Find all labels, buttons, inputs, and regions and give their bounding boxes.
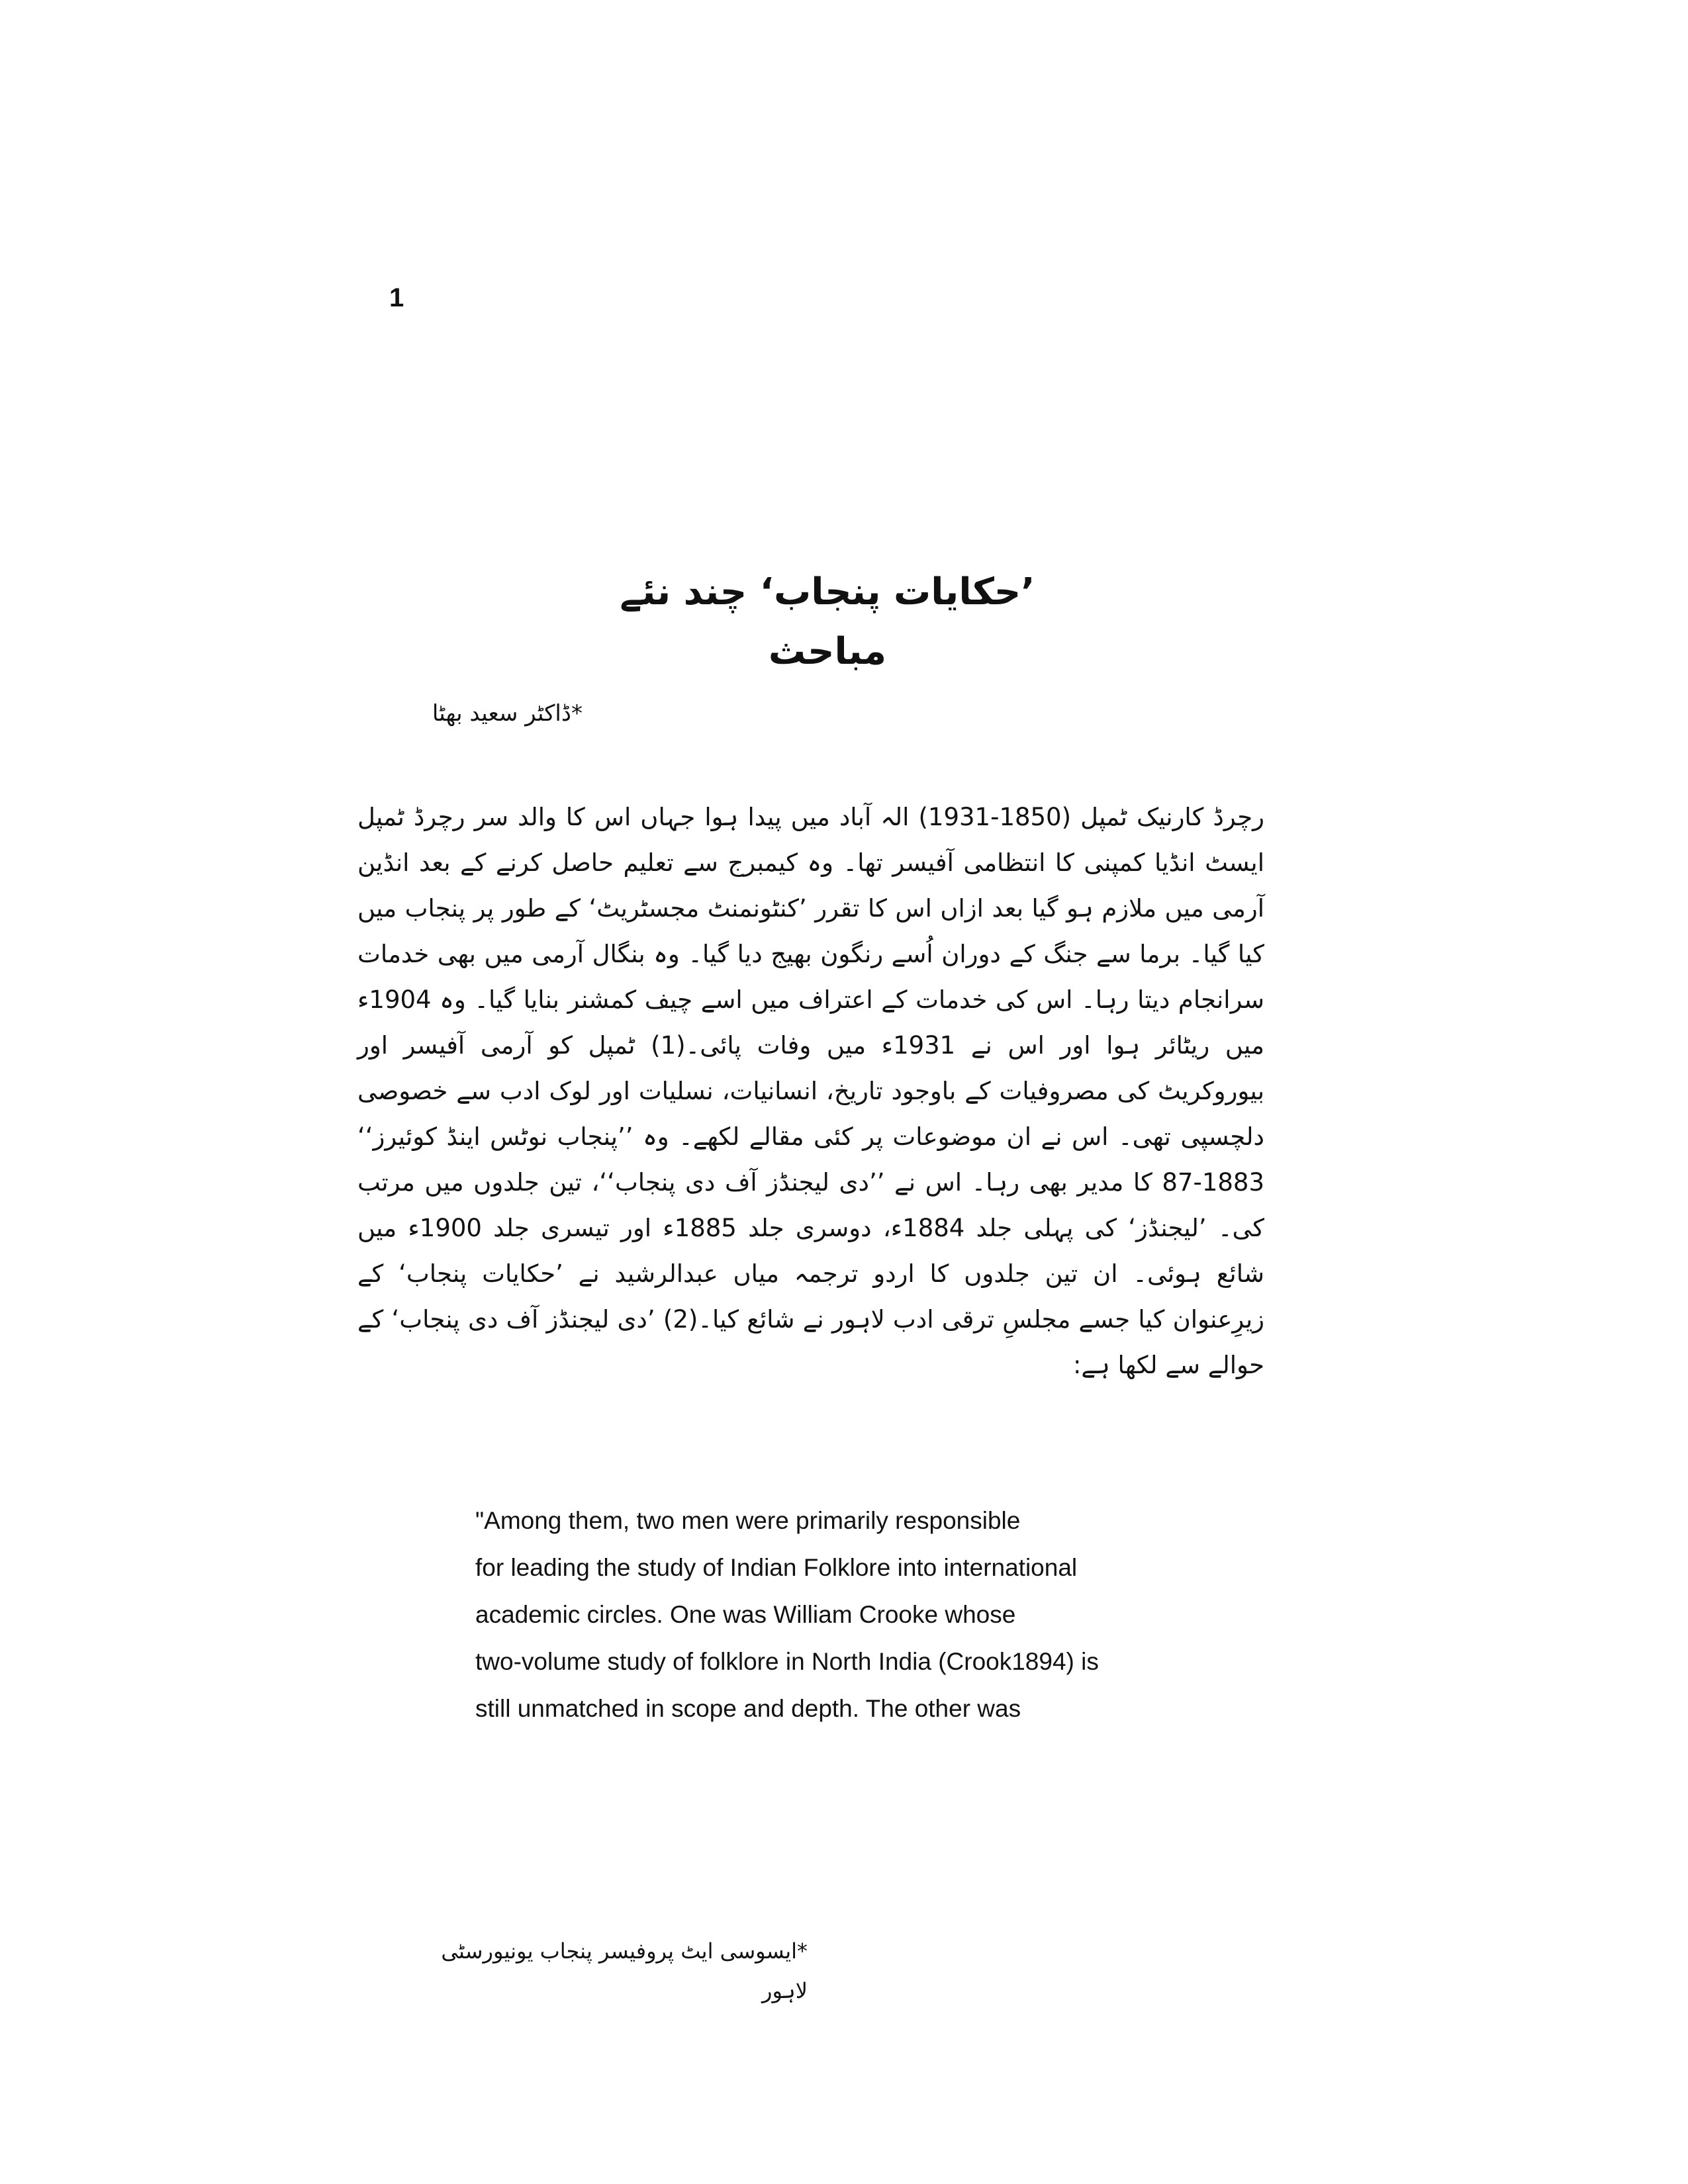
quote-line: still unmatched in scope and depth. The other was [475,1695,1021,1722]
quote-line: for leading the study of Indian Folklore into international [475,1554,1078,1581]
article-title: ’حکایات پنجاب‘ چند نئے مباحث [620,570,1035,673]
quote-line: "Among them, two men were primarily responsible [475,1507,1021,1534]
author-affiliation-footnote: *ایسوسی ایٹ پروفیسر پنجاب یونیورسٹی لاہور [441,1938,808,2003]
quote-line: academic circles. One was William Crooke whose [475,1601,1016,1628]
english-quote [475,1497,1237,1732]
page-number: 1 [389,283,404,312]
quote-line: two-volume study of folklore in North India (Crook1894) is [475,1648,1099,1675]
body-paragraph: رچرڈ کارنیک ٹمپل (1850-1931) الہ آباد میں پیدا ہوا جہاں اس کا والد سر رچرڈ ٹمپل ایسٹ انڈیا کمپنی کا انتظامی آفیسر تھا۔ وہ کیمبرج سے تعلیم حاصل کرنے کے بعد انڈین آرمی میں ملازم ہو گیا بعد ازاں اس کا تقرر ’کنٹونمنٹ مجسٹریٹ‘ کے طور پر پنجاب میں کیا گیا۔ برما سے جنگ کے دوران اُسے رنگون بھیج دیا گیا۔ وہ بنگال آرمی میں بھی خدمات سرانجام دیتا رہا۔ اس کی خدمات کے اعتراف میں اسے چیف کمشنر بنایا گیا۔ وہ 1904ء میں ریٹائر ہوا اور اس نے 1931ء میں وفات پائی۔(1) ٹمپل کو آرمی آفیسر اور بیوروکریٹ کی مصروفیات کے باوجود تاریخ، انسانیات، نسلیات اور لوک ادب سے خصوصی دلچسپی تھی۔ اس نے ان موضوعات پر کئی مقالے لکھے۔ وہ ’’پنجاب نوٹس اینڈ کوئیرز‘‘ 1883-87 کا مدیر بھی رہا۔ اس نے ’’دی لیجنڈز آف دی پنجاب‘‘، تین جلدوں میں مرتب کی۔ ’لیجنڈز‘ کی پہلی جلد 1884ء، دوسری جلد 1885ء اور تیسری جلد 1900ء میں شائع ہوئی۔ ان تین جلدوں کا اردو ترجمہ میاں عبدالرشید نے ’حکایات پنجاب‘ کے زیرِعنوان کیا جسے مجلسِ ترقی ادب لاہور نے شائع کیا۔(2) ’دی لیجنڈز آف دی پنجاب‘ کے حوالے سے لکھا ہے: [357,803,1264,1379]
author-name: *ڈاکٹر سعید بھٹا [432,700,583,727]
